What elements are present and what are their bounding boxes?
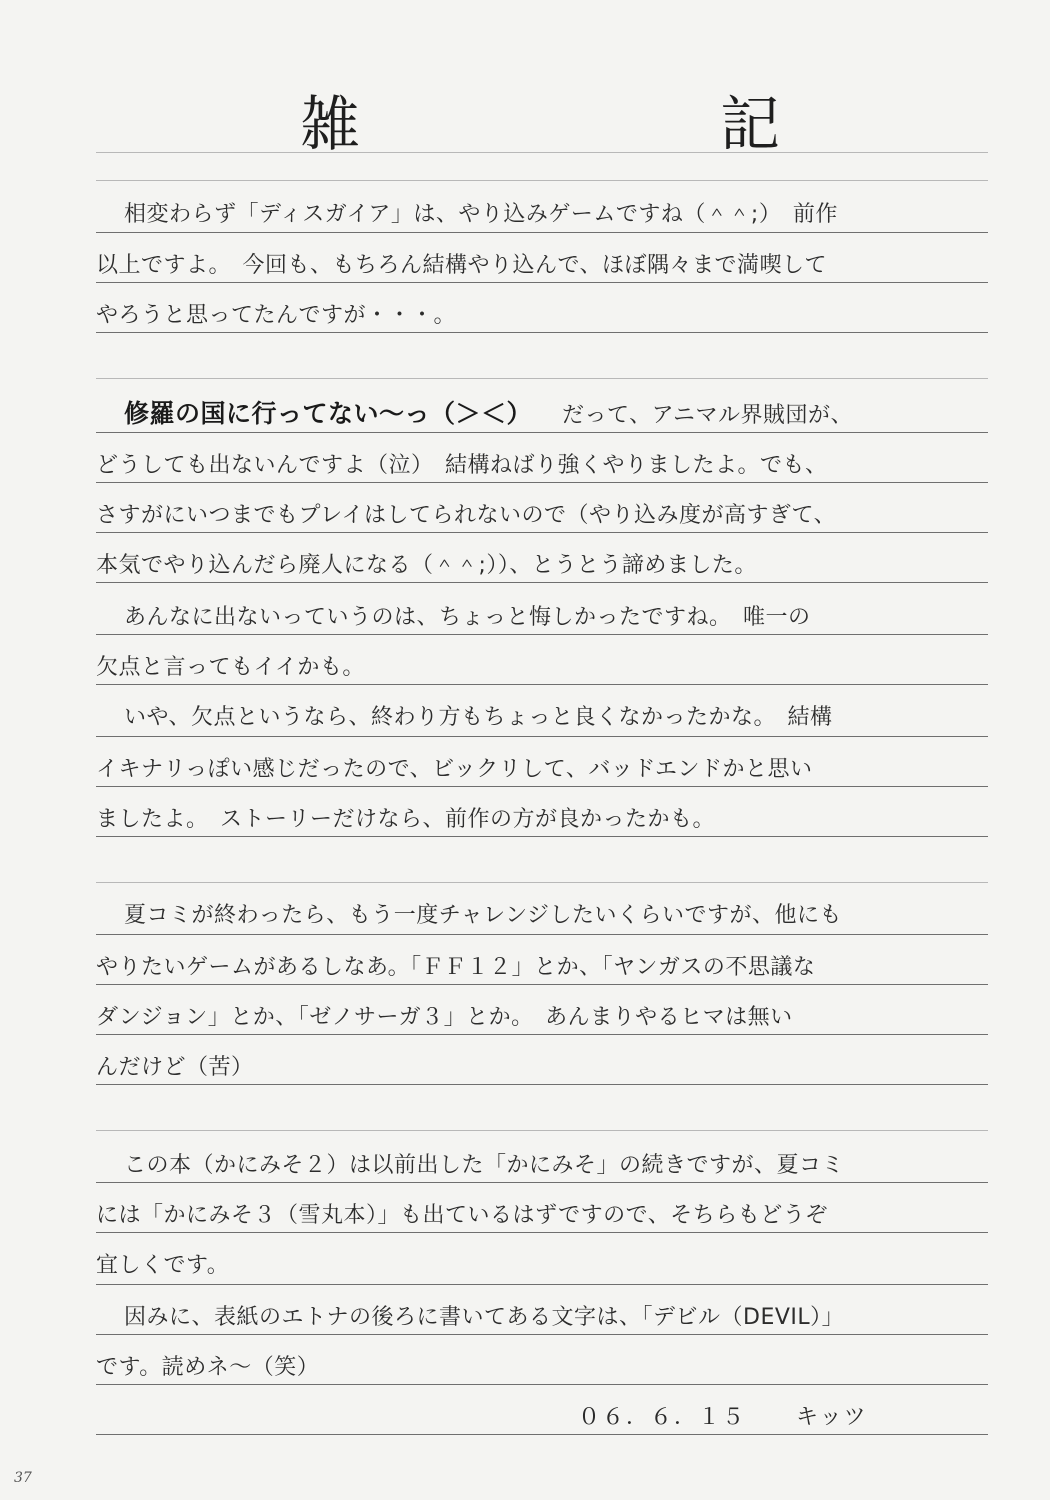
title-char-left: 雑 [300, 90, 360, 160]
emphasis-text: 修羅の国に行ってない〜っ（＞＜） [124, 399, 533, 428]
line-rule [96, 232, 988, 233]
text-line: 本気でやり込んだら廃人になる（＾＾;））、とうとう諦めました。 [96, 553, 757, 578]
section-rule [96, 1130, 988, 1131]
line-rule [96, 1232, 988, 1233]
text-line: さすがにいつまでもプレイはしてられないので（やり込み度が高すぎて、 [96, 503, 837, 528]
line-rule [96, 786, 988, 787]
text-run: だって、アニマル界賊団が、 [562, 403, 853, 428]
line-rule [96, 1334, 988, 1335]
title-char-right: 記 [720, 90, 780, 160]
line-rule [96, 1084, 988, 1085]
text-line: には「かにみそ３（雪丸本）」も出ているはずですので、そちらもどうぞ [96, 1203, 828, 1228]
line-rule [96, 1384, 988, 1385]
line-rule [96, 582, 988, 583]
text-line: ましたよ。 ストーリーだけなら、前作の方が良かったかも。 [96, 807, 716, 832]
line-rule [96, 532, 988, 533]
text-line-emphasis [96, 396, 988, 432]
signature-author: キッツ [796, 1405, 868, 1430]
text-line: 因みに、表紙のエトナの後ろに書いてある文字は、「デビル（DEVIL）」 [124, 1305, 845, 1330]
text-line: ダンジョン」とか、「ゼノサーガ３」とか。 あんまりやるヒマは無い [96, 1005, 793, 1030]
line-rule [96, 736, 988, 737]
text-line: です。読めネ〜（笑） [96, 1355, 320, 1380]
line-rule [96, 432, 988, 433]
text-line: 相変わらず「ディスガイア」は、やり込みゲームですね（＾＾;） 前作 [124, 202, 838, 227]
text-line: 欠点と言ってもイイかも。 [96, 655, 365, 680]
section-rule [96, 180, 988, 181]
section-rule [96, 882, 988, 883]
line-rule [96, 934, 988, 935]
text-line: やりたいゲームがあるしなあ。「ＦＦ１２」とか、「ヤンガスの不思議な [96, 955, 816, 980]
line-rule [96, 634, 988, 635]
text-line: イキナリっぽい感じだったので、ビックリして、バッドエンドかと思い [96, 757, 813, 782]
line-rule [96, 482, 988, 483]
page-number: 37 [14, 1470, 32, 1486]
text-line: やろうと思ってたんですが・・・。 [96, 303, 457, 328]
line-rule [96, 1182, 988, 1183]
line-rule [96, 1434, 988, 1435]
section-rule [96, 378, 988, 379]
text-line: 宜しくです。 [96, 1253, 230, 1278]
title-rule [96, 152, 988, 153]
line-rule [96, 836, 988, 837]
page-title [300, 80, 780, 160]
text-line: あんなに出ないっていうのは、ちょっと悔しかったですね。 唯一の [124, 605, 811, 630]
text-line: 以上ですよ。 今回も、もちろん結構やり込んで、ほぼ隅々まで満喫して [96, 253, 828, 278]
text-line: どうしても出ないんですよ（泣） 結構ねばり強くやりましたよ。でも、 [96, 453, 828, 478]
line-rule [96, 332, 988, 333]
text-line: この本（かにみそ２）は以前出した「かにみそ」の続きですが、夏コミ [124, 1153, 845, 1178]
signature [578, 1400, 918, 1436]
line-rule [96, 984, 988, 985]
line-rule [96, 1284, 988, 1285]
text-line: んだけど（苦） [96, 1055, 254, 1080]
line-rule [96, 684, 988, 685]
line-rule [96, 282, 988, 283]
text-line: 夏コミが終わったら、もう一度チャレンジしたいくらいですが、他にも [124, 903, 843, 928]
signature-date: ０６．６．１５ [578, 1405, 747, 1430]
line-rule [96, 1034, 988, 1035]
text-line: いや、欠点というなら、終わり方もちょっと良くなかったかな。 結構 [124, 705, 833, 730]
